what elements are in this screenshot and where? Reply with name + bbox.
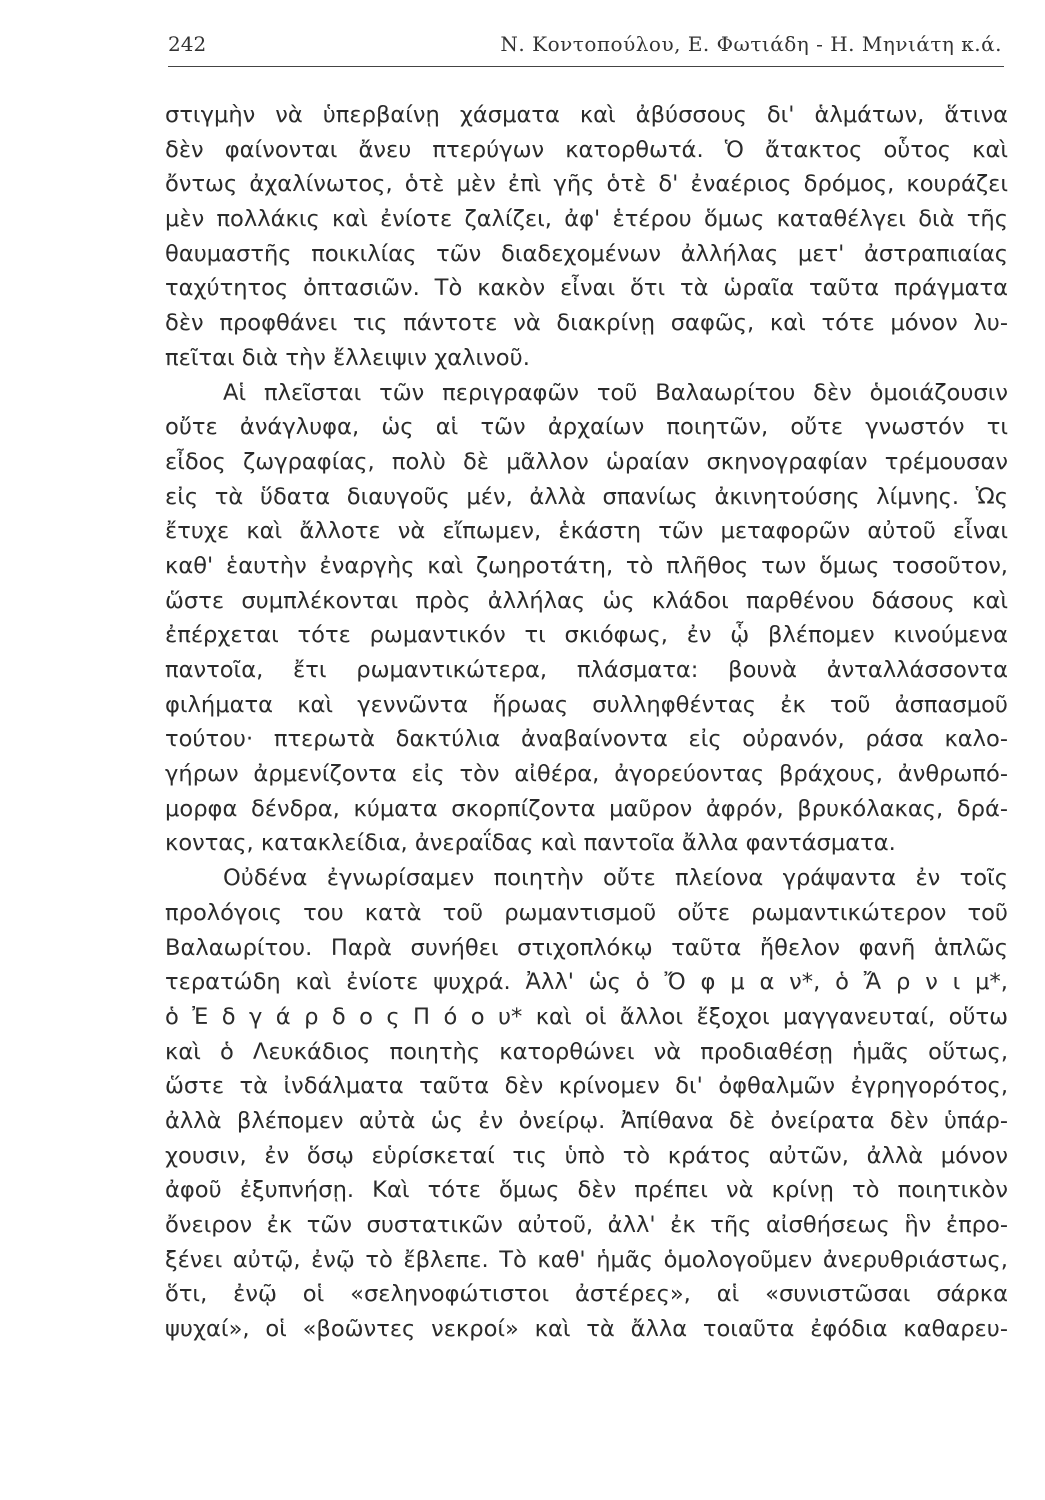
text-line: γήρων ἀρμενίζοντα εἰς τὸν αἰθέρα, ἀγορεύοντας βράχους, ἀνθρωπό-: [165, 761, 1008, 788]
text-line: ἐπέρχεται τότε ρωμαντικόν τι σκιόφως, ἐν ᾧ βλέπομεν κινούμενα: [165, 622, 1008, 649]
text-line: χουσιν, ἐν ὅσῳ εὑρίσκεταί τις ὑπὸ τὸ κράτος αὐτῶν, ἀλλὰ μόνον: [165, 1142, 1008, 1169]
text-line: δὲν προφθάνει τις πάντοτε νὰ διακρίνῃ σαφῶς, καὶ τότε μόνον λυ-: [165, 310, 1008, 337]
body-text: [165, 98, 1008, 1347]
running-header: [168, 32, 1008, 62]
text-line: ψυχαί», οἱ «βοῶντες νεκροί» καὶ τὰ ἄλλα τοιαῦτα ἐφόδια καθαρευ-: [165, 1316, 1008, 1343]
paragraph: [165, 376, 1008, 862]
text-line: πεῖται διὰ τὴν ἔλλειψιν χαλινοῦ.: [165, 344, 530, 371]
text-line: τερατώδη καὶ ἐνίοτε ψυχρά. Ἀλλ' ὡς ὁ Ὄ φ μ α ν*, ὁ Ἄ ρ ν ι μ*,: [165, 969, 1008, 996]
text-line: καὶ ὁ Λευκάδιος ποιητὴς κατορθώνει νὰ προδιαθέσῃ ἡμᾶς οὕτως,: [165, 1038, 1008, 1065]
text-line: ὅτι, ἐνῷ οἱ «σεληνοφώτιστοι ἀστέρες», αἱ «συνιστῶσαι σάρκα: [165, 1281, 1008, 1308]
text-line: Βαλαωρίτου. Παρὰ συνήθει στιχοπλόκῳ ταῦτα ἤθελον φανῆ ἁπλῶς: [165, 934, 1008, 961]
header-rule: [168, 66, 1004, 67]
text-line: οὔτε ἀνάγλυφα, ὡς αἱ τῶν ἀρχαίων ποιητῶν, οὔτε γνωστόν τι: [165, 414, 1008, 441]
text-line: εἶδος ζωγραφίας, πολὺ δὲ μᾶλλον ὡραίαν σκηνογραφίαν τρέμουσαν: [165, 448, 1008, 475]
text-line: θαυμαστῆς ποικιλίας τῶν διαδεχομένων ἀλλήλας μετ' ἀστραπιαίας: [165, 240, 1008, 267]
text-line: δὲν φαίνονται ἄνευ πτερύγων κατορθωτά. Ὁ ἄτακτος οὗτος καὶ: [165, 136, 1008, 163]
text-line: εἰς τὰ ὕδατα διαυγοῦς μέν, ἀλλὰ σπανίως ἀκινητούσης λίμνης. Ὡς: [165, 483, 1008, 510]
text-line: ὁ Ἐ δ γ ά ρ δ ο ς Π ό ο υ* καὶ οἱ ἄλλοι ἔξοχοι μαγγανευταί, οὕτω: [165, 1003, 1008, 1030]
text-line: κοντας, κατακλείδια, ἀνεραΐδας καὶ παντοῖα ἄλλα φαντάσματα.: [165, 830, 896, 857]
text-line: παντοῖα, ἔτι ρωμαντικώτερα, πλάσματα: βουνὰ ἀνταλλάσσοντα: [165, 657, 1008, 683]
text-line: μορφα δένδρα, κύματα σκορπίζοντα μαῦρον ἀφρόν, βρυκόλακας, δρά-: [165, 795, 1008, 822]
text-line: ἀλλὰ βλέπομεν αὐτὰ ὡς ἐν ὀνείρῳ. Ἀπίθανα δὲ ὀνείρατα δὲν ὑπάρ-: [165, 1107, 1008, 1134]
text-line: ὄντως ἀχαλίνωτος, ὁτὲ μὲν ἐπὶ γῆς ὁτὲ δ' ἐναέριος δρόμος, κουράζει: [165, 171, 1008, 198]
paragraph: [165, 98, 1008, 376]
text-line: μὲν πολλάκις καὶ ἐνίοτε ζαλίζει, ἀφ' ἑτέρου ὅμως καταθέλγει διὰ τῆς: [165, 206, 1008, 233]
text-line: καθ' ἑαυτὴν ἐναργὴς καὶ ζωηροτάτη, τὸ πλῆθος των ὅμως τοσοῦτον,: [165, 552, 1008, 579]
text-line: ἀφοῦ ἐξυπνήσῃ. Καὶ τότε ὅμως δὲν πρέπει νὰ κρίνῃ τὸ ποιητικὸν: [165, 1177, 1008, 1204]
text-line: ἔτυχε καὶ ἄλλοτε νὰ εἴπωμεν, ἑκάστη τῶν μεταφορῶν αὐτοῦ εἶναι: [165, 518, 1008, 545]
text-line: ξένει αὐτῷ, ἐνῷ τὸ ἔβλεπε. Τὸ καθ' ἡμᾶς ὁμολογοῦμεν ἀνερυθριάστως,: [165, 1246, 1008, 1273]
running-head-authors: Ν. Κοντοπούλου, Ε. Φωτιάδη - Η. Μηνιάτη κ.ά.: [500, 32, 1002, 56]
text-line: Αἱ πλεῖσται τῶν περιγραφῶν τοῦ Βαλαωρίτου δὲν ὁμοιάζουσιν: [223, 379, 1008, 406]
text-line: τούτου· πτερωτὰ δακτύλια ἀναβαίνοντα εἰς οὐρανόν, ράσα καλο-: [165, 726, 1008, 753]
text-line: προλόγοις του κατὰ τοῦ ρωμαντισμοῦ οὔτε ρωμαντικώτερον τοῦ: [165, 899, 1008, 926]
text-line: ὥστε συμπλέκονται πρὸς ἀλλήλας ὡς κλάδοι παρθένου δάσους καὶ: [165, 587, 1008, 614]
text-line: φιλήματα καὶ γεννῶντα ἥρωας συλληφθέντας ἐκ τοῦ ἀσπασμοῦ: [165, 691, 1008, 718]
text-line: Οὐδένα ἐγνωρίσαμεν ποιητὴν οὔτε πλείονα γράψαντα ἐν τοῖς: [223, 865, 1008, 892]
text-line: ταχύτητος ὀπτασιῶν. Τὸ κακὸν εἶναι ὅτι τὰ ὡραῖα ταῦτα πράγματα: [165, 275, 1008, 302]
page-number: 242: [168, 32, 207, 56]
text-line: στιγμὴν νὰ ὑπερβαίνῃ χάσματα καὶ ἀβύσσους δι' ἁλμάτων, ἅτινα: [165, 102, 1008, 128]
text-line: ὥστε τὰ ἰνδάλματα ταῦτα δὲν κρίνομεν δι' ὀφθαλμῶν ἐγρηγορότος,: [165, 1073, 1008, 1100]
paragraph: [165, 861, 1008, 1347]
text-line: ὄνειρον ἐκ τῶν συστατικῶν αὐτοῦ, ἀλλ' ἐκ τῆς αἰσθήσεως ἣν ἐπρο-: [165, 1212, 1008, 1238]
